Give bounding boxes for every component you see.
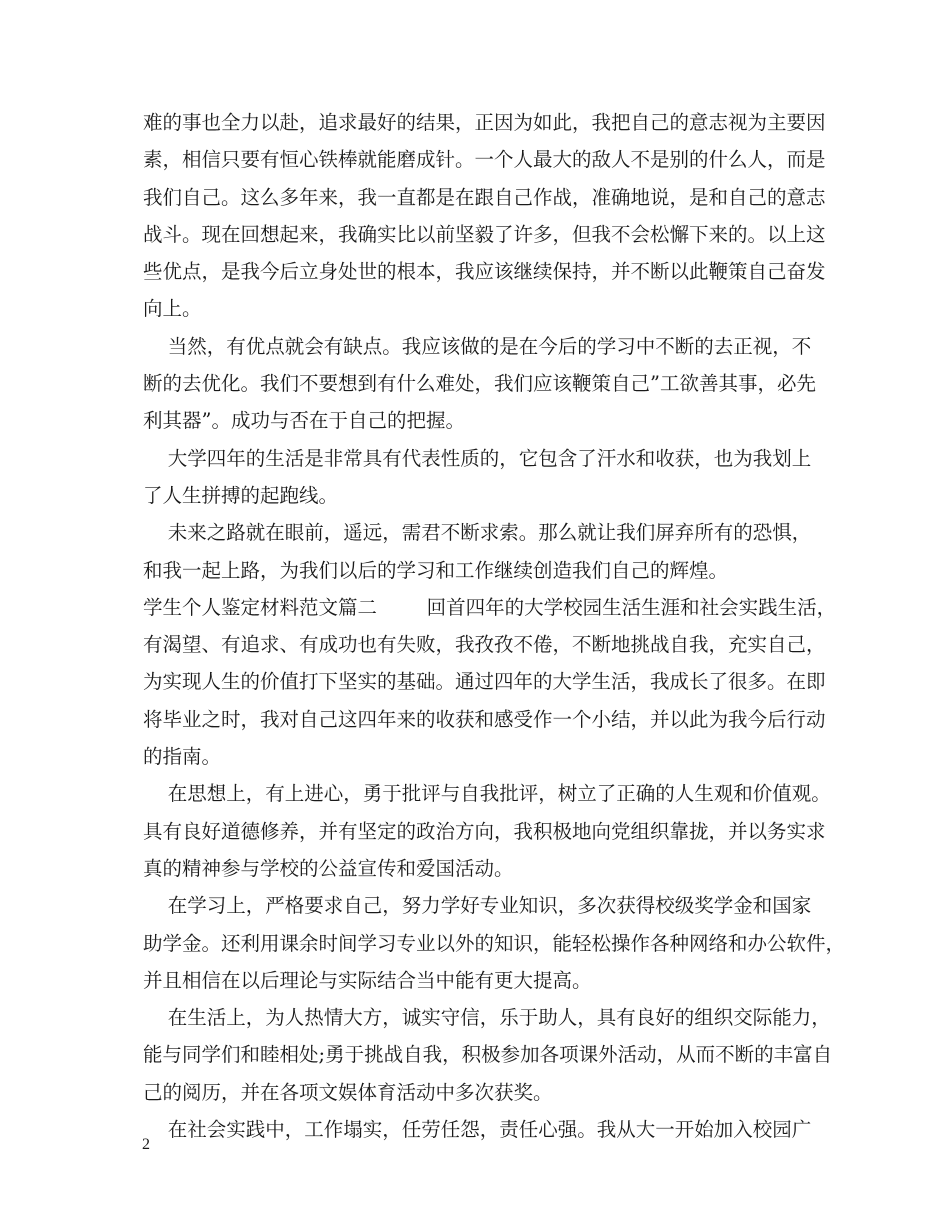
text-line: 战斗。现在回想起来，我确实比以前坚毅了许多，但我不会松懈下来的。以上这 bbox=[143, 222, 826, 246]
text-line: 能与同学们和睦相处;勇于挑战自我，积极参加各项课外活动，从而不断的丰富自 bbox=[143, 1043, 833, 1067]
text-line: 和我一起上路，为我们以后的学习和工作继续创造我们自己的辉煌。 bbox=[143, 558, 729, 582]
text-line: 当然，有优点就会有缺点。我应该做的是在今后的学习中不断的去正视，不 bbox=[143, 334, 812, 358]
text-line: 有渴望、有追求、有成功也有失败，我孜孜不倦，不断地挑战自我，充实自己， bbox=[143, 633, 826, 657]
document-body bbox=[143, 104, 846, 1148]
text-line: 具有良好道德修养，并有坚定的政治方向，我积极地向党组织靠拢，并以务实求 bbox=[143, 819, 826, 843]
text-line: 在思想上，有上进心，勇于批评与自我批评，树立了正确的人生观和价值观。 bbox=[143, 782, 831, 806]
text-line: 在社会实践中，工作塌实，任劳任怨，责任心强。我从大一开始加入校园广 bbox=[143, 1118, 812, 1142]
text-line: 向上。 bbox=[143, 297, 202, 321]
text-line: 素，相信只要有恒心铁棒就能磨成针。一个人最大的敌人不是别的什么人，而是 bbox=[143, 148, 826, 172]
text-line: 大学四年的生活是非常具有代表性质的，它包含了汗水和收获，也为我划上 bbox=[143, 446, 812, 470]
text-line: 并且相信在以后理论与实际结合当中能有更大提高。 bbox=[143, 968, 592, 992]
text-line: 在学习上，严格要求自己，努力学好专业知识，多次获得校级奖学金和国家 bbox=[143, 894, 812, 918]
text-line: 了人生拼搏的起跑线。 bbox=[143, 483, 339, 507]
text-line: 未来之路就在眼前，遥远，需君不断求索。那么就让我们屏弃所有的恐惧， bbox=[143, 521, 812, 545]
text-line: 将毕业之时，我对自己这四年来的收获和感受作一个小结，并以此为我今后行动 bbox=[143, 707, 826, 731]
text-line: 为实现人生的价值打下坚实的基础。通过四年的大学生活，我成长了很多。在即 bbox=[143, 670, 826, 694]
text-line: 难的事也全力以赴，追求最好的结果，正因为如此，我把自己的意志视为主要因 bbox=[143, 111, 826, 134]
text-line: 在生活上，为人热情大方，诚实守信，乐于助人，具有良好的组织交际能力， bbox=[143, 1006, 831, 1030]
text-line: 些优点，是我今后立身处世的根本，我应该继续保持，并不断以此鞭策自己奋发 bbox=[143, 260, 826, 284]
text-line: 助学金。还利用课余时间学习专业以外的知识，能轻松操作各种网络和办公软件， bbox=[143, 931, 846, 955]
text-line: 己的阅历，并在各项文娱体育活动中多次获奖。 bbox=[143, 1080, 553, 1104]
text-line: 利其器”。成功与否在于自己的把握。 bbox=[143, 409, 465, 433]
text-line: 真的精神参与学校的公益宣传和爱国活动。 bbox=[143, 856, 514, 880]
text-line: 断的去优化。我们不要想到有什么难处，我们应该鞭策自己”工欲善其事，必先 bbox=[143, 372, 816, 396]
section-heading-line: 学生个人鉴定材料范文篇二 回首四年的大学校园生活生涯和社会实践生活， bbox=[143, 595, 837, 619]
text-line: 的指南。 bbox=[143, 745, 222, 769]
text-line: 我们自己。这么多年来，我一直都是在跟自己作战，准确地说，是和自己的意志 bbox=[143, 185, 826, 209]
page-number: 2 bbox=[142, 1136, 150, 1153]
